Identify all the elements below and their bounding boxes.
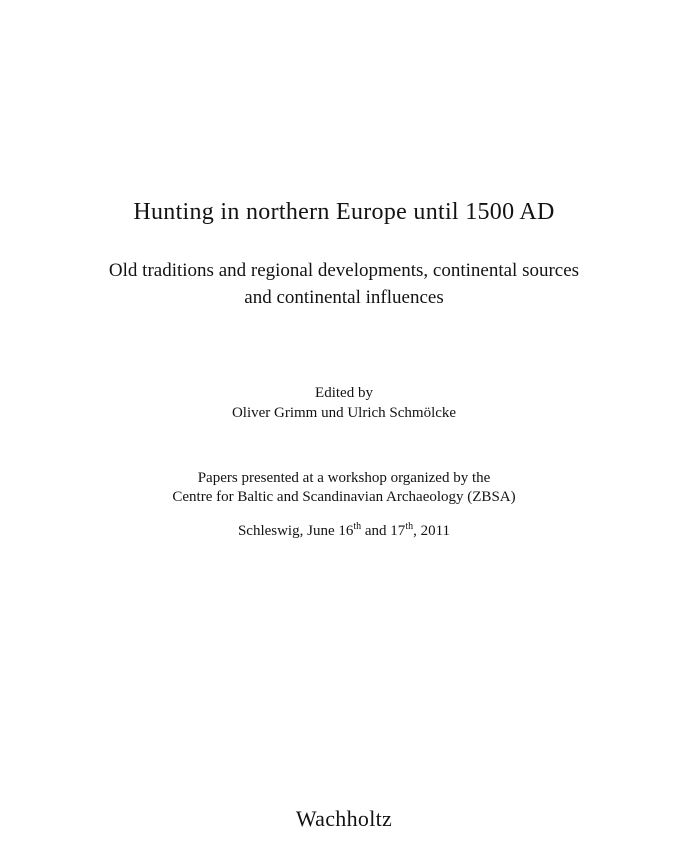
book-subtitle xyxy=(0,257,688,311)
edited-by-label: Edited by xyxy=(315,385,373,401)
workshop-line-2: Centre for Baltic and Scandinavian Archaeology (ZBSA) xyxy=(172,489,516,505)
book-title: Hunting in northern Europe until 1500 AD xyxy=(133,199,555,225)
editors-names: Oliver Grimm und Ulrich Schmölcke xyxy=(231,405,457,421)
date-superscript-2: th xyxy=(405,521,414,532)
publisher-name: Wachholtz xyxy=(295,806,393,831)
subtitle-line-2: and continental influences xyxy=(244,287,444,308)
date-prefix: Schleswig, June 16 xyxy=(237,523,354,539)
subtitle-line-1: Old traditions and regional developments, continental sources xyxy=(108,260,580,281)
date-mid: and 17 xyxy=(361,523,406,539)
event-date-line xyxy=(0,523,688,540)
workshop-credit xyxy=(0,469,688,507)
date-superscript-1: th xyxy=(353,521,362,532)
workshop-line-1: Papers presented at a workshop organized by the xyxy=(197,470,491,486)
edited-by-section xyxy=(0,383,688,423)
date-suffix: , 2011 xyxy=(413,523,451,539)
